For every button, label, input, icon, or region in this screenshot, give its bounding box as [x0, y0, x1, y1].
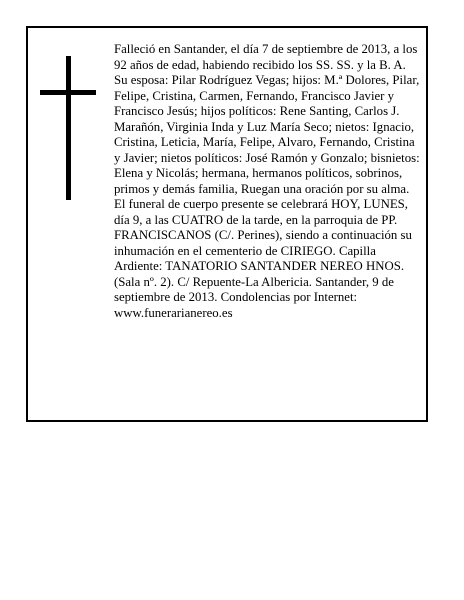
- cross-vertical-bar: [66, 56, 71, 200]
- notice-paragraph-death: Falleció en Santander, el día 7 de septiembre de 2013, a los 92 años de edad, habiendo recibido los SS. SS. y la B. A.: [114, 42, 418, 72]
- notice-text: [114, 42, 422, 321]
- cross-icon: [40, 56, 96, 200]
- notice-paragraph-family-and-funeral: Su esposa: Pilar Rodríguez Vegas; hijos: M.ª Dolores, Pilar, Felipe, Cristina, Carmen, Fernando, Francisco Javier y Francisco Jesús; hijos políticos: Rene Santing, Carlos J. Marañón, Virginia Inda y Luz María Seco; nietos: Ignacio, Cristina, Leticia, María, Felipe, Alvaro, Fernando, Cristina y Javier; nietos políticos: José Ramón y Gonzalo; bisnietos: Elena y Nicolás; hermana, hermanos políticos, sobrinos, primos y demás familia, Ruegan una oración por su alma. El funeral de cuerpo presente se celebrará HOY, LUNES, día 9, a las CUATRO de la tarde, en la parroquia de PP. FRANCISCANOS (C/. Perines), siendo a continuación su inhumación en el cementerio de CIRIEGO. Capilla Ardiente: TANATORIO SANTANDER NEREO HNOS. (Sala nº. 2). C/ Repuente-La Albericia. Santander, 9 de septiembre de 2013. Condolencias por Internet: www.funerarianereo.es: [114, 73, 420, 320]
- cross-horizontal-bar: [40, 90, 96, 95]
- obituary-notice: [26, 26, 428, 422]
